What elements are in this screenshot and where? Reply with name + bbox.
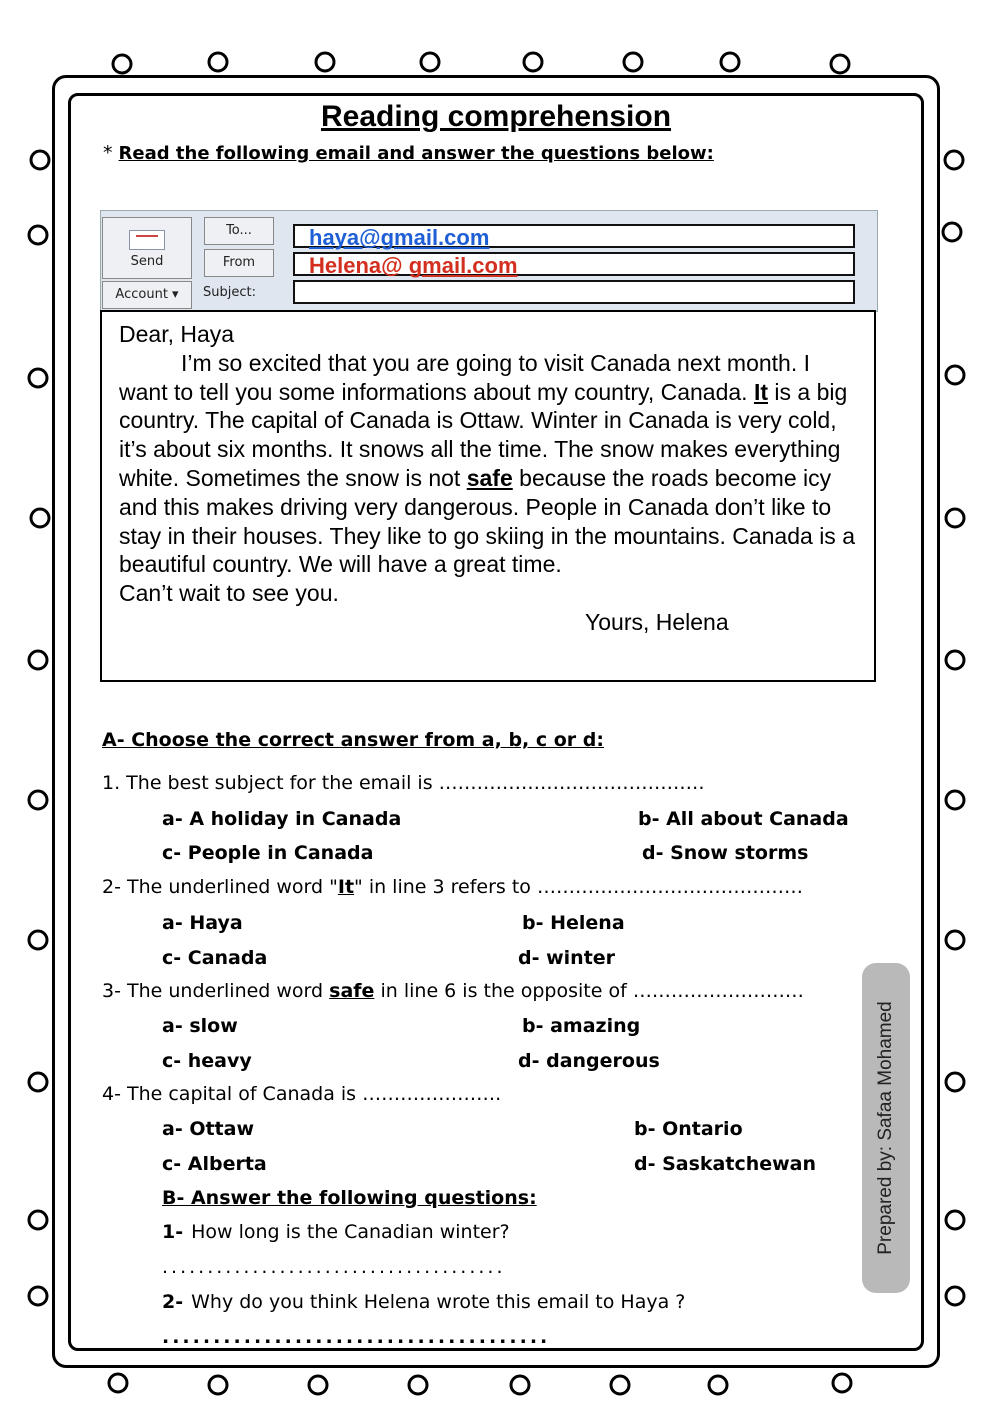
q2-option-b[interactable]: b- Helena [522,912,625,934]
right-loops [943,151,964,1305]
b-q1-number: 1- [162,1221,184,1243]
letter-greeting: Dear, Haya [119,321,235,347]
from-domain: gmail.com [408,253,518,278]
b-q1-answer-line[interactable]: ...................................... [162,1256,506,1278]
page-title: Reading comprehension [320,100,672,133]
q1-option-a[interactable]: a- A holiday in Canada [162,808,402,830]
b-question-2 [162,1291,685,1313]
letter-paragraph [119,349,864,579]
instruction-star: * [103,142,113,164]
credit-tag [862,963,910,1293]
letter-signature: Yours, Helena [585,608,729,635]
q1-option-c[interactable]: c- People in Canada [162,842,374,864]
q3-option-a[interactable]: a- slow [162,1015,238,1037]
to-button[interactable]: To... [204,217,274,245]
question-1: 1. The best subject for the email is …………………………………… [102,772,705,794]
q3-option-c[interactable]: c- heavy [162,1050,252,1072]
b-question-1 [162,1221,510,1243]
letter-text-1: I’m so excited that you are going to visit Canada next month. I want to tell you some informations about my country, Canada. [119,349,811,405]
email-body [100,310,876,682]
section-b-heading: B- Answer the following questions: [162,1187,537,1209]
q3-pre: 3- The underlined word [102,980,330,1002]
b-q2-answer-line[interactable]: ...................................... [162,1326,551,1348]
q3-option-d[interactable]: d- dangerous [518,1050,660,1072]
q2-post: " in line 3 refers to …………………………………… [354,876,803,898]
account-dropdown[interactable]: Account ▾ [102,281,192,309]
q2-option-d[interactable]: d- winter [518,947,616,969]
instruction-text: Read the following email and answer the questions below: [118,143,714,164]
left-loops [29,151,49,1305]
q4-option-c[interactable]: c- Alberta [162,1153,267,1175]
q1-option-b[interactable]: b- All about Canada [638,808,849,830]
question-3 [102,980,804,1002]
from-button[interactable]: From [204,249,274,277]
letter-text-3: because the roads become icy and this makes driving very dangerous. People in Canada don’t like to stay in their houses. They like to go skiing in the mountains. Canada is a beautiful country. We will have a great time. [119,464,855,578]
q2-option-c[interactable]: c- Canada [162,947,268,969]
send-label: Send [130,254,164,269]
instruction [103,142,714,164]
subject-label: Subject: [203,285,256,300]
q3-post: in line 6 is the opposite of ……………………… [380,980,804,1002]
b-q2-text: Why do you think Helena wrote this email to Haya ? [191,1291,686,1313]
b-q1-text: How long is the Canadian winter? [191,1221,510,1243]
credit-text: Prepared by: Safaa Mohamed [875,1001,896,1255]
section-a-heading: A- Choose the correct answer from a, b, c or d: [102,729,604,751]
q4-option-a[interactable]: a- Ottaw [162,1118,255,1140]
q2-word: It [337,876,355,898]
q4-option-d[interactable]: d- Saskatchewan [634,1153,817,1175]
underlined-it: It [753,378,769,405]
letter-text-2: is a big country. The capital of Canada is Ottaw. Winter in Canada is very cold, it’s about six months. It snows all the time. The snow makes everything white. Sometimes the snow is not [119,378,848,491]
q4-option-b[interactable]: b- Ontario [634,1118,743,1140]
to-field[interactable]: haya@gmail.com [293,224,855,248]
bottom-loops [109,1374,851,1394]
from-name: Helena@ [309,253,409,278]
q2-option-a[interactable]: a- Haya [162,912,243,934]
envelope-icon [129,230,165,250]
email-header [100,210,878,312]
b-q2-number: 2- [162,1291,184,1313]
top-loops [113,53,849,73]
from-field[interactable] [293,252,855,276]
subject-field[interactable] [293,280,855,304]
question-4: 4- The capital of Canada is …………………. [102,1083,502,1105]
letter-closing: Can’t wait to see you. [119,580,339,607]
q3-word: safe [329,980,375,1002]
question-2 [102,876,803,898]
send-button[interactable] [102,217,192,279]
q2-pre: 2- The underlined word " [102,876,338,898]
underlined-safe: safe [466,464,513,491]
q3-option-b[interactable]: b- amazing [522,1015,641,1037]
q1-option-d[interactable]: d- Snow storms [642,842,809,864]
